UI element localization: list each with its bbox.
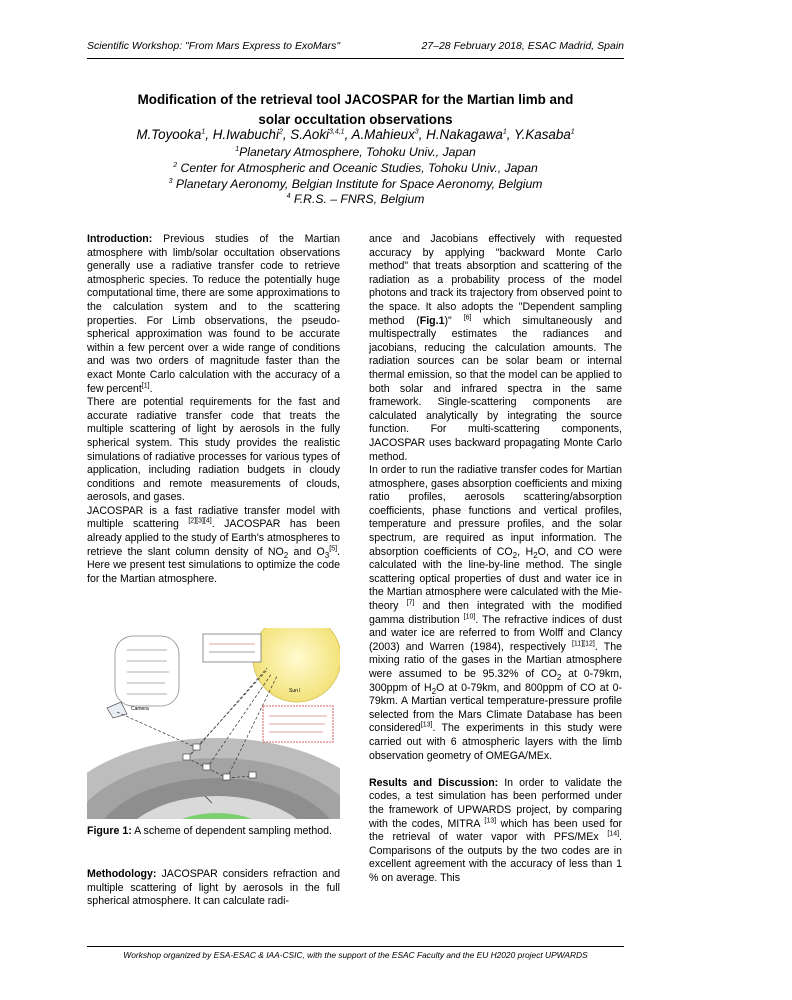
author: S.Aoki$^{3,4,1}$ [290,127,345,142]
affiliation: $^1$Planetary Atmosphere, Tohoku Univ., Japan [235,145,476,159]
affiliation: $^3$ Planetary Aeronomy, Belgian Institute for Space Aeronomy, Belgium [168,177,543,191]
author: A.Mahieux$^3$ [351,127,419,142]
header-rule [87,58,624,59]
header-left: Scientific Workshop: "From Mars Express to ExoMars" [87,40,341,52]
intro-paragraph: Introduction: Previous studies of the Martian atmosphere with limb/solar occultation observations generally use a radiative transfer code to retrieve atmospheric species. To reduce the potentially huge computational time, there are some approximations to the calculation system and to the scattering properties. For Limb observations, the pseudo-spherical approximation was found to be accurate within a few percent over a wide range of conditions and was two orders of magnitude faster than the exact Monte Carlo calculation with the accuracy of a few percent[1]. [87,233,340,395]
methodology-paragraph: Methodology: JACOSPAR considers refraction and multiple scattering of light by aerosols in the full spherical atmosphere. It can calculate radi- [87,868,340,908]
author: Y.Kasaba$^1$ [513,127,575,142]
title-line-2: solar occultation observations [258,112,453,127]
running-header [87,40,622,56]
page-footer: Workshop organized by ESA-ESAC & IAA-CSIC, with the support of the ESAC Faculty and the EU H2020 project UPWARDS [123,950,588,960]
footer-rule [87,946,624,947]
figure-1-diagram [87,628,340,819]
title-line-1: Modification of the retrieval tool JACOSPAR for the Martian limb and [137,92,574,107]
author: M.Toyooka$^1$ [136,127,206,142]
camera-label: Camera [131,706,149,712]
equation-box-top [203,634,261,662]
paragraph: There are potential requirements for the fast and accurate radiative transfer code that treats the multiple scattering of light by aerosols in the fully spherical system. This study provides the realistic simulations of radiative processes for various types of application, including radiation budgets in cloudy conditions and remote measurements of clouds, aerosols, and gases. [87,396,340,504]
paper-title [87,90,624,130]
results-paragraph: Results and Discussion: In order to validate the codes, a test simulation has been performed under the framework of UPWARDS project, by comparing with the codes, MITRA [13] which has been used for the retrieval of water vapor with PFS/MEx [14]. Comparisons of the outputs by the two codes are in excellent agreement with the accuracy of less than 1 % on average. This [369,776,623,884]
figure-caption: Figure 1: A scheme of dependent sampling method. [87,825,332,837]
paragraph: In order to run the radiative transfer codes for Martian atmosphere, gases absorption coefficients and mixing ratio profiles, aerosols scattering/absorption coefficients, phase functions and vertical profiles, temperature and pressure profiles, and the solar spectrum, are required as input information. The absorption coefficients of $CO_2$, $H_2O$, and CO were calculated with the line-by-line method. The single scattering optical properties of dust and water ice in the Martian atmosphere were calculated with the Mie-theory [7] and then integrated with the modified gamma distribution [10]. The refractive indices of dust and water ice are referred to from Wolff and Clancy (2003) and Warren (1984), respectively [11][12]. The mixing ratio of the gases in the Martian atmosphere were assumed to be 95.32% of $CO_2$ at 0-79km, 300ppm of $H_2O$ at 0-79km, and 800ppm of CO at 0-79km. A Martian vertical temperature-pressure profile selected from the Mars Climate Database has been considered[13]. The experiments in this study were carried out with 6 atmospheric layers with the limb observation geometry of OMEGA/MEx. [369,464,623,762]
equation-box-left [115,636,179,706]
figure-1-scheme [87,628,340,819]
right-column [369,233,622,886]
affiliation: $^4$ F.R.S. – FNRS, Belgium [286,192,425,206]
paragraph: JACOSPAR is a fast radiative transfer model with multiple scattering [2][3][4]. JACOSPAR has been already applied to the study of Earth's atmospheres to retrieve the slant column density of $NO_2$ and $O_3[5]$. Here we present test simulations to optimize the code for the Martian atmosphere. [87,504,340,585]
author: H.Iwabuchi$^2$ [212,127,283,142]
author-list: M.Toyooka$^1$, H.Iwabuchi$^2$, S.Aoki$^{3,4,1}$, A.Mahieux$^3$, H.Nakagawa$^1$, Y.Kasaba$^1$ [136,127,575,142]
sun-label: Sun l [289,688,301,694]
affiliation: $^2$ Center for Atmospheric and Oceanic Studies, Tohoku Univ., Japan [173,161,538,175]
paragraph: ance and Jacobians effectively with requested accuracy by applying "backward Monte Carlo method" that treats absorption and scattering of the radiation as a probability process of the model photons and track its trajectory from observed point to the space. It also adopts the "Dependent sampling method (Fig.1)" [6] which simultaneously and multispectrally estimates the radiances and jacobians, reducing the calculation amounts. The radiation sources can be solar beam or internal thermal emission, so that the model can be applied to both solar and infrared spectra in the same framework. Single-scattering components are calculated analytically by integrating the source function. For multi-scattering components, JACOSPAR uses backward propagating Monte Carlo method. [369,233,622,463]
author: H.Nakagawa$^1$ [426,127,507,142]
left-column-top [87,233,340,586]
header-right: 27–28 February 2018, ESAC Madrid, Spain [421,40,624,52]
